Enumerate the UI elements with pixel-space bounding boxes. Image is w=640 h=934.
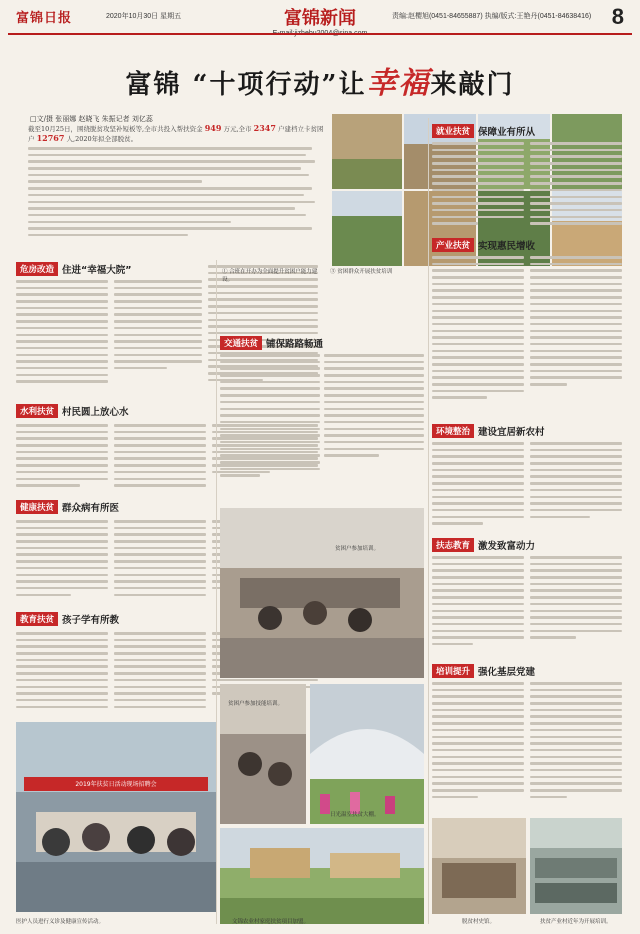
lead-paragraph <box>28 124 328 252</box>
photo-caption: 贫困户参加技能培训。 <box>228 701 284 707</box>
photo-caption: ① 合班在开办为全面提升贫困户能力建设。 <box>222 269 318 283</box>
section-tag: 交通扶贫 <box>220 336 262 350</box>
column-divider <box>216 260 217 924</box>
section-heading-transport <box>220 336 323 350</box>
photo-medical-outreach <box>16 722 216 912</box>
lead-highlight-number: 12767 <box>36 133 65 143</box>
section-heading-motivation <box>432 538 535 552</box>
newspaper-name: 富锦日报 <box>16 11 73 26</box>
section-tag: 就业扶贫 <box>432 124 474 138</box>
article-text <box>114 424 206 494</box>
section-title: 村民圆上放心水 <box>62 407 129 418</box>
article-text <box>432 556 524 656</box>
article-text <box>324 354 424 502</box>
section-title: 激发致富动力 <box>478 541 536 552</box>
headline-part1: 富锦 “十项行动”让 <box>125 70 367 100</box>
photo-village-history-hall <box>432 818 526 914</box>
section-title: 住进“幸福大院” <box>62 265 132 276</box>
article-text <box>432 256 524 416</box>
photo-greenhouse <box>310 684 424 824</box>
photo-caption: 脱贫村史馆。 <box>462 919 496 925</box>
section-heading-health <box>16 500 119 514</box>
editor-credits: 责编:赵樱旭(0451-84655887) 执编/版式:王艳丹(0451-84638416) <box>392 13 592 20</box>
lead-highlight-number: 2347 <box>253 124 276 133</box>
section-title: 孩子学有所教 <box>62 615 120 626</box>
photo-caption: 医护人员进行义诊及健康宣传活动。 <box>16 919 105 925</box>
column-divider <box>428 118 429 924</box>
header-rule <box>8 33 632 35</box>
article-text <box>530 142 622 232</box>
article-text <box>530 442 622 532</box>
section-title: 建设宜居新农村 <box>478 427 545 438</box>
article-text <box>530 556 622 656</box>
article-text <box>114 632 206 720</box>
article-text <box>432 142 524 232</box>
section-tag: 健康扶贫 <box>16 500 58 514</box>
section-title: 保障业有所从 <box>478 127 536 138</box>
section-tag: 培训提升 <box>432 664 474 678</box>
page-number: 8 <box>611 4 624 29</box>
section-title: 强化基层党建 <box>478 667 536 678</box>
article-text <box>16 280 108 392</box>
photo-caption: 日光温室扶贫大棚。 <box>330 812 380 818</box>
section-heading-water <box>16 404 129 418</box>
photo-caption: 贫困户参加培训。 <box>335 546 380 552</box>
section-heading-housing <box>16 262 132 276</box>
section-tag: 水利扶贫 <box>16 404 58 418</box>
article-text <box>114 280 202 392</box>
article-text <box>114 520 206 604</box>
main-headline <box>0 58 640 102</box>
photo-caption: ③ 贫困群众开展扶贫培训 <box>330 269 393 275</box>
section-title: 实现惠民增收 <box>478 241 536 252</box>
section-tag: 危房改造 <box>16 262 58 276</box>
section-name: 富锦新闻 <box>284 8 356 29</box>
section-heading-industry <box>432 238 535 252</box>
photo-training-hall <box>530 818 622 914</box>
section-tag: 产业扶贫 <box>432 238 474 252</box>
byline: □文/摄 张丽娜 赵晓飞 朱振记者 刘亿蕊 <box>30 115 153 123</box>
lead-text: 户建档立卡贫困户 <box>28 125 324 143</box>
section-tag: 教育扶贫 <box>16 612 58 626</box>
headline-emphasis: 幸福 <box>366 66 431 101</box>
section-tag: 环境整治 <box>432 424 474 438</box>
lead-text: 万元,全市 <box>223 125 252 133</box>
article-text <box>432 442 524 532</box>
section-heading-training <box>432 664 535 678</box>
section-heading-employment <box>432 124 535 138</box>
article-text <box>220 354 320 502</box>
article-text <box>530 682 622 812</box>
section-title: 群众病有所医 <box>62 503 120 514</box>
photo-village-plaza <box>220 828 424 924</box>
article-text <box>16 424 108 494</box>
article-text <box>16 520 108 604</box>
photo-caption: 文锦农业村家庭扶贫项目加盟。 <box>232 919 310 925</box>
section-heading-education <box>16 612 119 626</box>
article-text <box>16 632 108 720</box>
section-heading-environment <box>432 424 545 438</box>
article-text <box>530 256 622 416</box>
section-title: 铺保路路畅通 <box>266 339 324 350</box>
headline-part2: 来敲门 <box>430 70 515 100</box>
article-text <box>432 682 524 812</box>
lead-text: 人,2020年拟全部脱贫。 <box>66 135 138 143</box>
lead-highlight-number: 949 <box>204 124 222 133</box>
photo-training-session <box>220 508 424 678</box>
section-tag: 扶志教育 <box>432 538 474 552</box>
lead-text: 截至10月25日，围绕脱贫攻坚补短板等,全市共投入帮扶资金 <box>28 125 203 133</box>
issue-date: 2020年10月30日 星期五 <box>106 13 182 20</box>
lead-text-block <box>28 147 318 243</box>
photo-caption: 扶贫产业村近年为开展培训。 <box>540 919 612 925</box>
photo-banner: 2019年扶贫日活动现场招聘会 <box>75 781 157 788</box>
